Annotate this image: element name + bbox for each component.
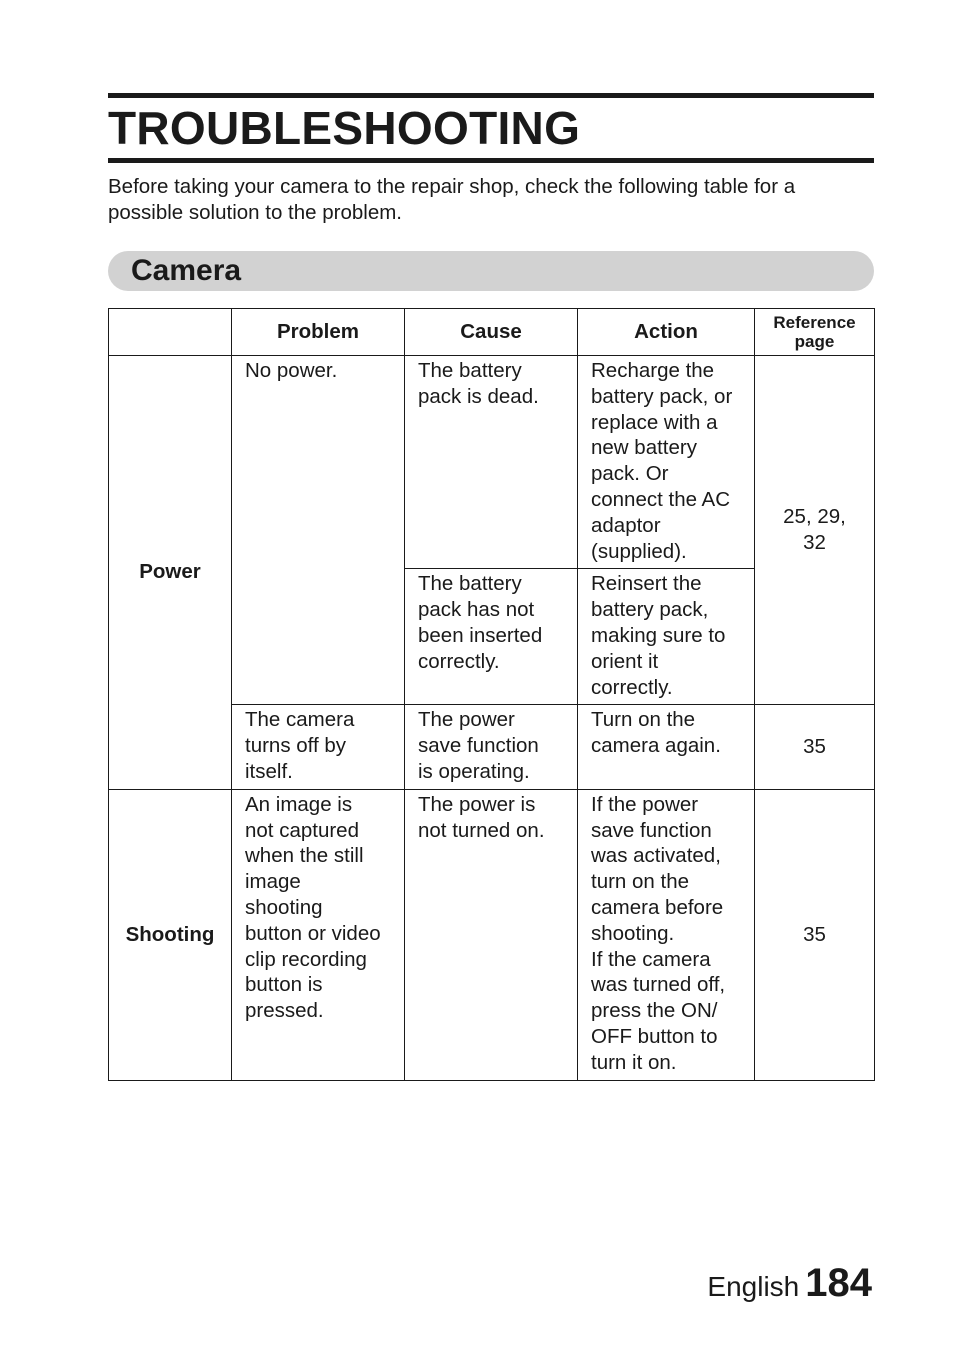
cause-cell: The battery pack has not been inserted correctly. xyxy=(405,569,578,705)
table-row xyxy=(109,356,875,569)
title-rule-bottom xyxy=(108,158,874,163)
page-number: 184 xyxy=(805,1261,872,1305)
action-cell: Reinsert the battery pack, making sure to orient it correctly. xyxy=(578,569,755,705)
problem-cell: The camera turns off by itself. xyxy=(232,705,405,789)
cause-cell: The power save function is operating. xyxy=(405,705,578,789)
reference-cell: 35 xyxy=(755,789,875,1080)
action-cell: If the power save function was activated, turn on the camera before shooting. If the camera was turned off, press the ON/ OFF button to turn it on. xyxy=(578,789,755,1080)
reference-cell: 25, 29, 32 xyxy=(755,356,875,705)
table-row xyxy=(109,789,875,1080)
problem-cell: An image is not captured when the still image shooting button or video clip recording button is pressed. xyxy=(232,789,405,1080)
action-cell: Turn on the camera again. xyxy=(578,705,755,789)
footer-language: English xyxy=(707,1271,800,1302)
cause-cell: The power is not turned on. xyxy=(405,789,578,1080)
intro-text: Before taking your camera to the repair shop, check the following table for a possible solution to the problem. xyxy=(108,175,796,224)
cause-cell: The battery pack is dead. xyxy=(405,356,578,569)
header-problem: Problem xyxy=(232,309,405,356)
category-shooting: Shooting xyxy=(109,789,232,1080)
header-reference-page: Reference page xyxy=(755,309,875,356)
section-title: Camera xyxy=(131,254,242,287)
header-cause: Cause xyxy=(405,309,578,356)
page-footer xyxy=(707,1261,872,1306)
problem-cell: No power. xyxy=(232,356,405,705)
page-title: TROUBLESHOOTING xyxy=(108,102,581,154)
troubleshooting-table xyxy=(108,308,875,1081)
reference-cell: 35 xyxy=(755,705,875,789)
action-cell: Recharge the battery pack, or replace with a new battery pack. Or connect the AC adaptor (supplied). xyxy=(578,356,755,569)
header-category xyxy=(109,309,232,356)
category-power: Power xyxy=(109,356,232,790)
title-rule-top xyxy=(108,93,874,98)
table-header-row xyxy=(109,309,875,356)
header-action: Action xyxy=(578,309,755,356)
